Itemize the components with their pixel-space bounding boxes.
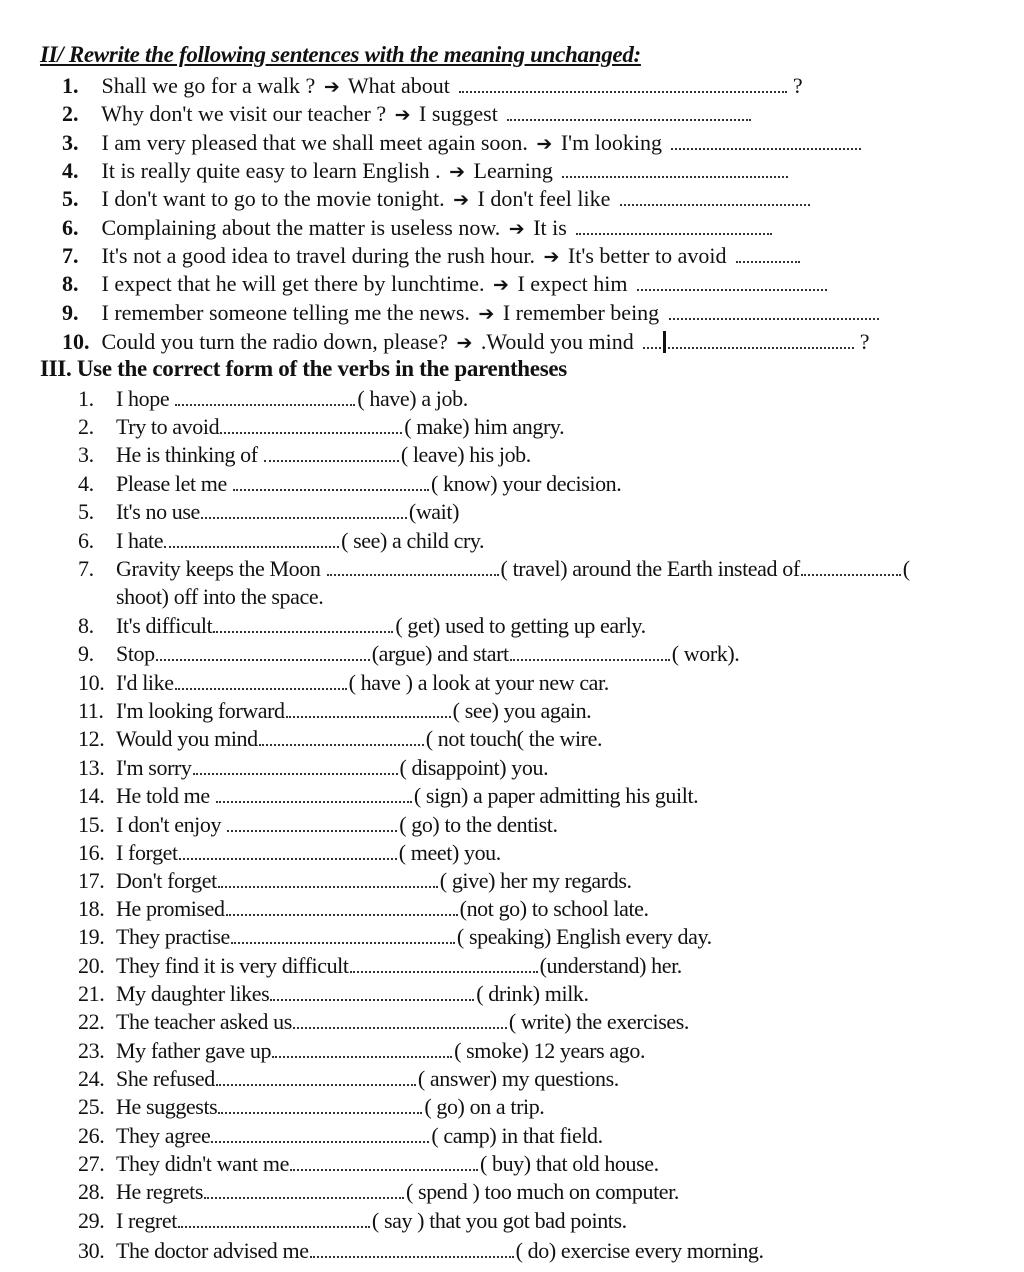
sentence-start: Stop: [116, 641, 155, 666]
item-number: 7.: [78, 556, 94, 581]
sentence-start: My father gave up: [116, 1038, 272, 1063]
rewrite-item: [62, 185, 992, 213]
answer-blank[interactable]: [350, 966, 538, 973]
sentence-end: English every day.: [556, 924, 712, 949]
arrow-icon: ➔: [449, 161, 465, 183]
answer-blank-2[interactable]: [510, 654, 670, 661]
sentence-end: her.: [651, 953, 682, 978]
rewrite-item: [62, 242, 992, 270]
verb-hint: ( see): [341, 528, 387, 553]
verb-hint: ( say ): [371, 1208, 425, 1233]
answer-blank[interactable]: [175, 399, 355, 406]
original-sentence: Complaining about the matter is useless now.: [101, 215, 501, 240]
verb-hint: ( disappoint): [399, 755, 507, 780]
verb-item: [78, 1207, 1008, 1235]
sentence-end: that you got bad points.: [429, 1208, 627, 1233]
rewrite-start: .Would you mind: [480, 329, 634, 354]
rewrite-item: [62, 72, 992, 100]
answer-blank[interactable]: [668, 342, 854, 349]
rewrite-start: I remember being: [502, 300, 660, 325]
sentence-end: a job.: [421, 386, 468, 411]
verb-hint: (argue): [371, 641, 433, 666]
sentence-end: the wire.: [528, 726, 603, 751]
sentence-start: They didn't want me: [116, 1151, 289, 1176]
arrow-icon: ➔: [478, 303, 495, 325]
item-number: 16.: [78, 840, 105, 865]
answer-blank[interactable]: [175, 683, 347, 690]
answer-blank[interactable]: [220, 427, 402, 434]
answer-blank[interactable]: [227, 825, 397, 832]
arrow-icon: ➔: [456, 332, 473, 354]
item-number: 28.: [78, 1179, 105, 1204]
verb-hint: ( not touch(: [425, 726, 524, 751]
verb-item: [78, 980, 1008, 1008]
item-number: 3.: [62, 130, 79, 155]
verb-item: [78, 952, 1008, 980]
sentence-end: to the dentist.: [444, 812, 558, 837]
answer-blank[interactable]: [259, 739, 424, 746]
sentence-end: you.: [511, 755, 549, 780]
sentence-start: He suggests: [116, 1094, 218, 1119]
verb-hint: ( have ): [348, 670, 413, 695]
answer-blank[interactable]: [637, 284, 827, 291]
verb-hint: ( sign): [413, 783, 468, 808]
rewrite-item: [62, 157, 992, 185]
item-number: 14.: [78, 783, 105, 808]
arrow-icon: ➔: [453, 189, 470, 211]
original-sentence: Could you turn the radio down, please?: [101, 329, 448, 354]
verb-item: [78, 1037, 1008, 1065]
sentence-start: I hope: [116, 386, 170, 411]
sentence-start: I regret: [116, 1208, 177, 1233]
sentence-start: He told me: [116, 783, 210, 808]
verb-hint: ( leave): [400, 442, 465, 467]
rewrite-start: It's better to avoid: [567, 243, 727, 268]
answer-blank[interactable]: [620, 199, 810, 206]
answer-blank[interactable]: [272, 1051, 452, 1058]
verb-item: [78, 385, 1008, 413]
sentence-start: He is thinking of: [116, 442, 258, 467]
item-number: 20.: [78, 953, 105, 978]
item-number: 13.: [78, 755, 105, 780]
verb-hint: ( drink): [476, 981, 540, 1006]
verb-item: [78, 413, 1008, 441]
verb-item: [78, 1008, 1008, 1036]
answer-blank[interactable]: [156, 654, 370, 661]
verb-hint: ( make): [404, 414, 470, 439]
original-sentence: It is really quite easy to learn English .: [101, 158, 441, 183]
answer-blank[interactable]: [213, 626, 393, 633]
answer-blank[interactable]: [164, 541, 339, 548]
verb-item: [78, 1093, 1008, 1121]
verb-hint: ( camp): [431, 1123, 497, 1148]
sentence-end: a look at your new car.: [417, 670, 609, 695]
item-number: 18.: [78, 896, 105, 921]
verb-item: [78, 895, 1008, 923]
original-sentence: I expect that he will get there by lunchtime.: [101, 271, 485, 296]
answer-blank[interactable]: [293, 1022, 507, 1029]
sentence-start: I don't enjoy: [116, 812, 222, 837]
answer-blank[interactable]: [643, 342, 661, 349]
verb-hint: ( travel): [500, 556, 568, 581]
sentence-start: Please let me: [116, 471, 227, 496]
sentence-start: It's difficult: [116, 613, 213, 638]
sentence-end: your decision.: [502, 471, 622, 496]
verb-hint: ( see): [452, 698, 499, 723]
verb-item: [78, 1122, 1008, 1150]
sentence-end: 12 years ago.: [533, 1038, 646, 1063]
verb-item: [78, 527, 1008, 555]
sentence-end: my questions.: [501, 1066, 619, 1091]
item-number: 5.: [62, 186, 79, 211]
sentence-end: a paper admitting his guilt.: [473, 783, 699, 808]
sentence-start: She refused: [116, 1066, 215, 1091]
sentence-end: and start: [437, 641, 509, 666]
item-number: 8.: [78, 613, 94, 638]
verb-item: [78, 498, 1008, 526]
sentence-end: in that field.: [501, 1123, 603, 1148]
item-number: 11.: [78, 698, 104, 723]
rewrite-start: It is: [533, 215, 567, 240]
sentence-end: exercise every morning.: [560, 1238, 764, 1263]
verb-item: [78, 697, 1008, 725]
item-number: 10.: [78, 670, 105, 695]
answer-blank[interactable]: [459, 86, 787, 93]
sentence-end: him angry.: [474, 414, 565, 439]
answer-blank[interactable]: [736, 256, 800, 263]
verb-item: [78, 1065, 1008, 1093]
verb-hint: ( answer): [417, 1066, 497, 1091]
answer-blank[interactable]: [507, 114, 751, 121]
verb-hint: ( get): [395, 613, 440, 638]
original-sentence: I am very pleased that we shall meet again soon.: [101, 130, 528, 155]
section-3-title: III. Use the correct form of the verbs in the parentheses: [40, 356, 567, 381]
rewrite-item: [62, 100, 992, 128]
original-sentence: Shall we go for a walk ?: [101, 73, 316, 98]
answer-blank[interactable]: [310, 1251, 514, 1258]
sentence-end: used to getting up early.: [445, 613, 646, 638]
verb-item: [78, 441, 1008, 469]
sentence-start: Would you mind: [116, 726, 258, 751]
answer-blank-2[interactable]: [801, 569, 901, 576]
answer-blank[interactable]: [218, 881, 438, 888]
answer-blank[interactable]: [216, 1079, 416, 1086]
sentence-end: you.: [463, 840, 501, 865]
item-number: 12.: [78, 726, 105, 751]
item-number: 5.: [78, 499, 94, 524]
verb-item: [78, 811, 1008, 839]
rewrite-start: I don't feel like: [477, 186, 611, 211]
sentence-wrap: shoot) off into the space.: [116, 584, 324, 609]
item-number: 3.: [78, 442, 94, 467]
sentence-end: to school late.: [531, 896, 649, 921]
verb-item: [78, 612, 1008, 640]
rewrite-item: [62, 214, 992, 242]
verb-item: [78, 1178, 1008, 1206]
verb-hint: ( have): [357, 386, 417, 411]
sentence-start: The doctor advised me: [116, 1238, 309, 1263]
answer-blank[interactable]: [179, 853, 397, 860]
arrow-icon: ➔: [394, 104, 411, 126]
item-number: 1.: [78, 386, 94, 411]
verb-item: [78, 754, 1008, 782]
verb-hint: ( give): [439, 868, 496, 893]
answer-blank[interactable]: [211, 1136, 429, 1143]
sentence-end: too much on computer.: [484, 1179, 679, 1204]
arrow-icon: ➔: [323, 76, 340, 98]
sentence-start: He regrets: [116, 1179, 204, 1204]
sentence-start: It's no use: [116, 499, 200, 524]
item-number: 26.: [78, 1123, 105, 1148]
sentence-end: that old house.: [535, 1151, 659, 1176]
verb-hint: ( buy): [479, 1151, 531, 1176]
original-sentence: I remember someone telling me the news.: [101, 300, 470, 325]
section-2-title: II/ Rewrite the following sentences with the meaning unchanged:: [40, 42, 641, 67]
rewrite-item: [62, 299, 992, 327]
verb-hint: ( write): [508, 1009, 572, 1034]
answer-blank[interactable]: [286, 711, 451, 718]
verb-hint: (understand): [539, 953, 646, 978]
sentence-start: They practise: [116, 924, 230, 949]
verb-item: [78, 923, 1008, 951]
item-number: 8.: [62, 271, 79, 296]
sentence-end: milk.: [544, 981, 589, 1006]
verb-item: [78, 725, 1008, 753]
item-number: 6.: [62, 215, 79, 240]
sentence-end: the exercises.: [576, 1009, 690, 1034]
rewrite-start: I suggest: [419, 101, 498, 126]
text-cursor: [663, 331, 666, 353]
item-number: 2.: [78, 414, 94, 439]
rewrite-item: [62, 270, 992, 298]
item-number: 30.: [78, 1238, 105, 1263]
answer-blank[interactable]: [218, 1107, 422, 1114]
sentence-start: I'm looking forward: [116, 698, 285, 723]
answer-blank[interactable]: [327, 569, 499, 576]
item-number: 2.: [62, 101, 79, 126]
arrow-icon: ➔: [493, 274, 509, 296]
verb-item: [78, 669, 1008, 697]
sentence-end: his job.: [469, 442, 531, 467]
verb-hint: ( go): [424, 1094, 465, 1119]
answer-blank[interactable]: [204, 1192, 404, 1199]
rewrite-start: What about: [347, 73, 450, 98]
verb-hint-2: ( work).: [671, 641, 740, 666]
sentence-start: My daughter likes: [116, 981, 270, 1006]
answer-blank[interactable]: [264, 455, 399, 462]
answer-blank[interactable]: [201, 512, 407, 519]
item-number: 24.: [78, 1066, 105, 1091]
item-number: 15.: [78, 812, 105, 837]
rewrite-end: ?: [792, 73, 803, 98]
sentence-start: Gravity keeps the Moon: [116, 556, 321, 581]
item-number: 23.: [78, 1038, 105, 1063]
item-number: 22.: [78, 1009, 105, 1034]
item-number: 9.: [78, 641, 94, 666]
item-number: 7.: [62, 243, 79, 268]
verb-item: [78, 640, 1008, 668]
answer-blank[interactable]: [671, 143, 861, 150]
answer-blank[interactable]: [193, 768, 398, 775]
verb-item: [78, 470, 1008, 498]
original-sentence: I don't want to go to the movie tonight.: [101, 186, 445, 211]
sentence-start: He promised: [116, 896, 225, 921]
item-number: 19.: [78, 924, 105, 949]
verb-hint: ( do): [515, 1238, 556, 1263]
rewrite-item: [62, 328, 992, 356]
sentence-end: a child cry.: [392, 528, 485, 553]
sentence-end: her my regards.: [500, 868, 632, 893]
verb-item: [78, 555, 1008, 611]
verb-item: [78, 1150, 1008, 1178]
sentence-end: around the Earth instead of: [572, 556, 800, 581]
sentence-start: I'm sorry: [116, 755, 192, 780]
arrow-icon: ➔: [543, 246, 560, 268]
arrow-icon: ➔: [508, 218, 525, 240]
sentence-start: I forget: [116, 840, 178, 865]
rewrite-item: [62, 129, 992, 157]
sentence-end: you again.: [503, 698, 592, 723]
verb-hint: (wait): [408, 499, 460, 524]
rewrite-start: I'm looking: [560, 130, 662, 155]
arrow-icon: ➔: [536, 133, 553, 155]
item-number: 10.: [62, 329, 90, 354]
item-number: 27.: [78, 1151, 105, 1176]
sentence-start: The teacher asked us: [116, 1009, 292, 1034]
answer-blank[interactable]: [233, 484, 429, 491]
answer-blank[interactable]: [562, 171, 788, 178]
item-number: 25.: [78, 1094, 105, 1119]
verb-hint-2: (: [902, 556, 910, 581]
answer-blank[interactable]: [669, 313, 879, 320]
original-sentence: Why don't we visit our teacher ?: [101, 101, 387, 126]
item-number: 6.: [78, 528, 94, 553]
original-sentence: It's not a good idea to travel during the rush hour.: [101, 243, 535, 268]
rewrite-start: I expect him: [517, 271, 628, 296]
verb-item: [78, 782, 1008, 810]
verb-item: [78, 1237, 1008, 1265]
sentence-start: I hate: [116, 528, 164, 553]
sentence-start: Try to avoid: [116, 414, 220, 439]
sentence-start: They agree: [116, 1123, 211, 1148]
sentence-end: on a trip.: [469, 1094, 545, 1119]
verb-hint: ( know): [430, 471, 498, 496]
verb-hint: ( go): [399, 812, 440, 837]
verb-hint: ( meet): [398, 840, 459, 865]
verb-hint: ( smoke): [454, 1038, 529, 1063]
sentence-start: Don't forget: [116, 868, 217, 893]
verb-hint: ( spend ): [406, 1179, 480, 1204]
answer-blank[interactable]: [231, 937, 455, 944]
sentence-start: I'd like: [116, 670, 174, 695]
verb-hint: ( speaking): [456, 924, 551, 949]
rewrite-end: ?: [859, 329, 870, 354]
answer-blank[interactable]: [270, 994, 474, 1001]
answer-blank[interactable]: [216, 796, 412, 803]
sentence-start: They find it is very difficult: [116, 953, 349, 978]
verb-item: [78, 867, 1008, 895]
item-number: 21.: [78, 981, 105, 1006]
answer-blank[interactable]: [290, 1164, 478, 1171]
item-number: 17.: [78, 868, 105, 893]
answer-blank[interactable]: [226, 909, 458, 916]
verb-hint: (not go): [459, 896, 527, 921]
item-number: 1.: [62, 73, 79, 98]
answer-blank[interactable]: [178, 1221, 370, 1228]
item-number: 9.: [62, 300, 79, 325]
item-number: 4.: [78, 471, 94, 496]
verb-item: [78, 839, 1008, 867]
answer-blank[interactable]: [576, 228, 772, 235]
item-number: 29.: [78, 1208, 105, 1233]
item-number: 4.: [62, 158, 79, 183]
rewrite-start: Learning: [473, 158, 553, 183]
